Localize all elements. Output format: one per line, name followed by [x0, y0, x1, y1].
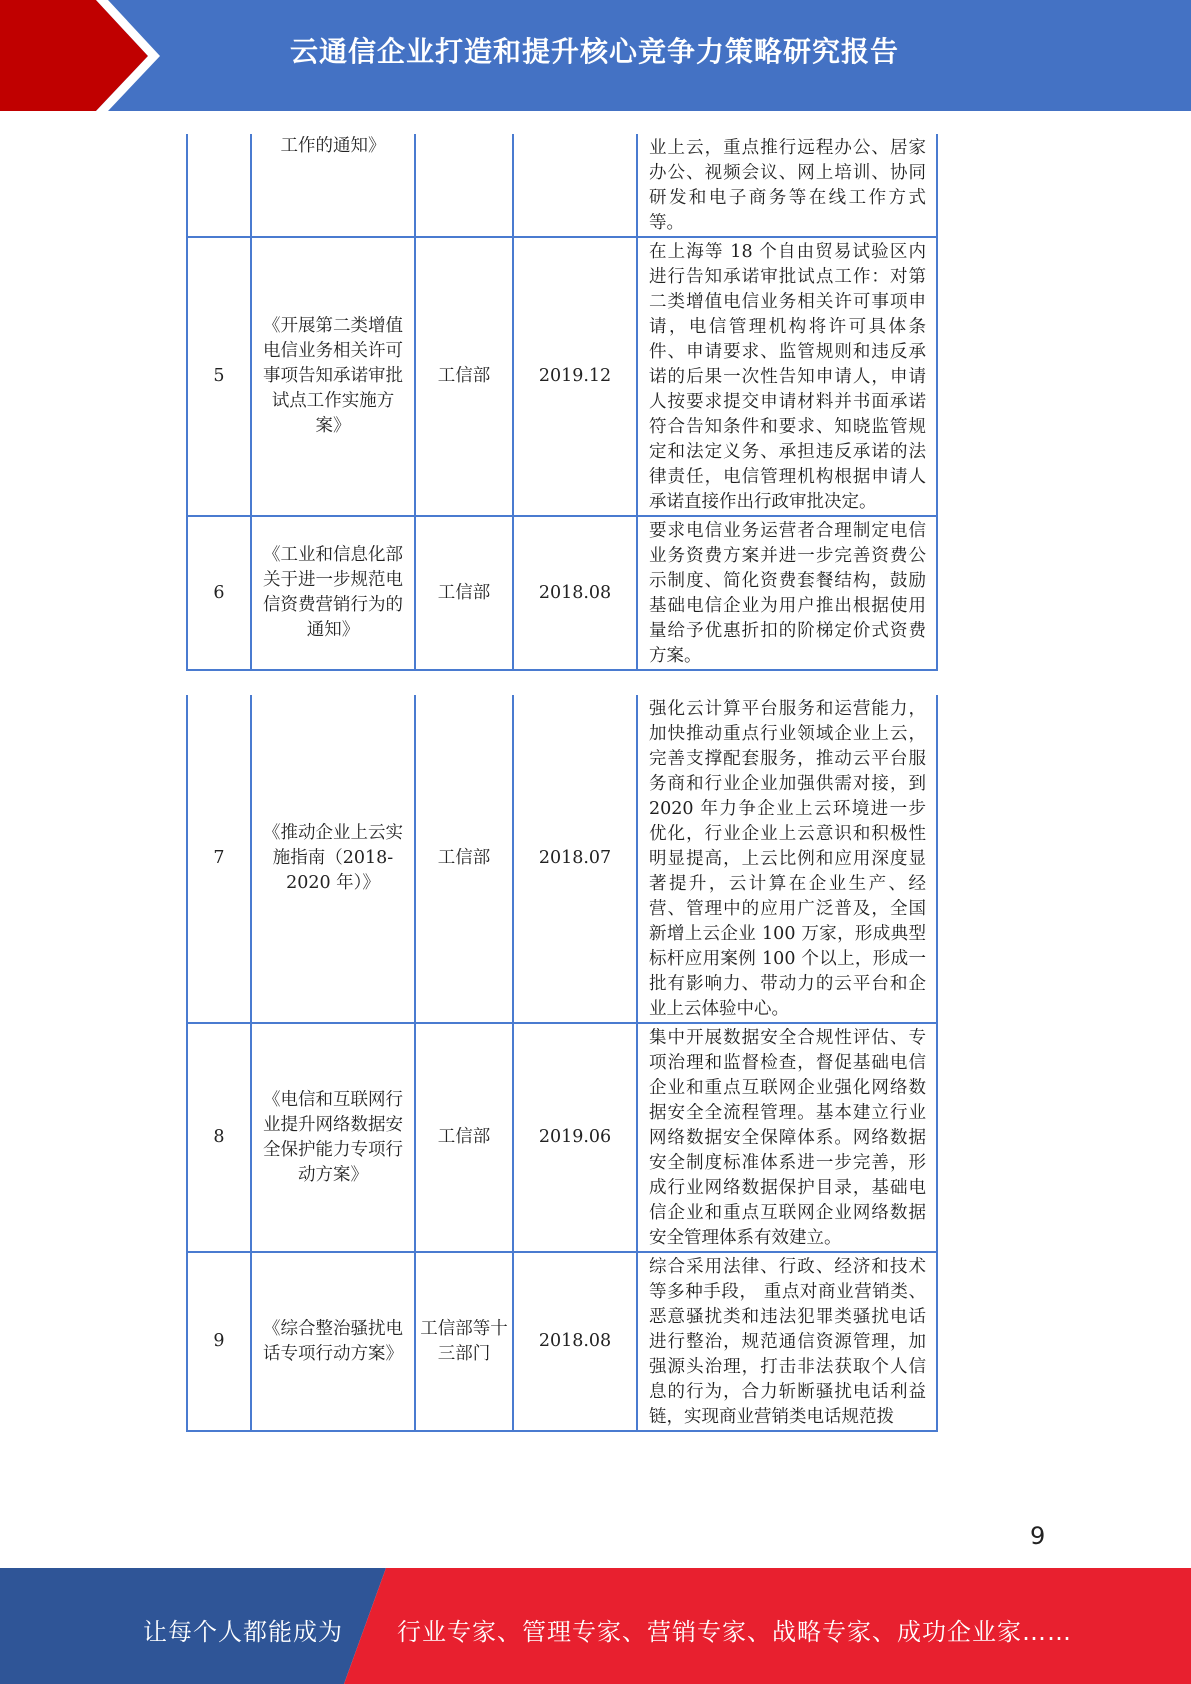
policy-description: 在上海等 18 个自由贸易试验区内进行告知承诺审批试点工作：对第二类增值电信业务相关许可事项申请，电信管理机构将许可具体条件、申请要求、监管规则和违反承诺的后果一次性告知申请人，申请人按要求提交申请材料并书面承诺符合告知条件和要求、知晓监管规定和法定义务、承担违反承诺的法律责任，电信管理机构根据申请人承诺直接作出行政审批决定。 — [637, 237, 937, 516]
table-row — [187, 695, 937, 1023]
row-number: 5 — [187, 237, 251, 516]
policy-name: 《综合整治骚扰电话专项行动方案》 — [251, 1252, 415, 1431]
header-chevron-decoration — [0, 0, 160, 111]
row-number: 8 — [187, 1023, 251, 1252]
page-number: 9 — [1030, 1522, 1046, 1550]
page-header — [0, 0, 1191, 111]
issuing-department: 工信部 — [415, 1023, 513, 1252]
issue-date: 2018.08 — [513, 1252, 637, 1431]
policy-description: 综合采用法律、行政、经济和技术等多种手段， 重点对商业营销类、恶意骚扰类和违法犯罪类骚扰电话进行整治，规范通信资源管理，加强源头治理，打击非法获取个人信息的行为，合力斩断骚扰电话利益链，实现商业营销类电话规范拨 — [637, 1252, 937, 1431]
issue-date: 2018.07 — [513, 695, 637, 1023]
page-footer — [0, 1568, 1191, 1684]
issuing-department: 工信部等十三部门 — [415, 1252, 513, 1431]
row-number: 6 — [187, 516, 251, 670]
row-number: 9 — [187, 1252, 251, 1431]
policy-name: 《推动企业上云实施指南（2018-2020 年）》 — [251, 695, 415, 1023]
table-row — [187, 237, 937, 516]
footer-slogan-left: 让每个人都能成为 — [143, 1618, 343, 1646]
policy-table-part-2 — [186, 695, 938, 1432]
table-row — [187, 1252, 937, 1431]
row-number — [187, 134, 251, 237]
issuing-department — [415, 134, 513, 237]
issuing-department: 工信部 — [415, 695, 513, 1023]
policy-description: 集中开展数据安全合规性评估、专项治理和监督检查，督促基础电信企业和重点互联网企业强化网络数据安全全流程管理。基本建立行业网络数据安全保障体系。网络数据安全制度标准体系进一步完善，形成行业网络数据保护目录，基础电信企业和重点互联网企业网络数据安全管理体系有效建立。 — [637, 1023, 937, 1252]
table-row — [187, 516, 937, 670]
issuing-department: 工信部 — [415, 516, 513, 670]
policy-description: 要求电信业务运营者合理制定电信业务资费方案并进一步完善资费公示制度、简化资费套餐结构，鼓励基础电信企业为用户推出根据使用量给予优惠折扣的阶梯定价式资费方案。 — [637, 516, 937, 670]
issue-date: 2018.08 — [513, 516, 637, 670]
footer-slogan-right: 行业专家、管理专家、营销专家、战略专家、成功企业家…… — [397, 1618, 1072, 1646]
issuing-department: 工信部 — [415, 237, 513, 516]
policy-name: 《工业和信息化部关于进一步规范电信资费营销行为的通知》 — [251, 516, 415, 670]
issue-date: 2019.06 — [513, 1023, 637, 1252]
policy-description: 强化云计算平台服务和运营能力，加快推动重点行业领域企业上云，完善支撑配套服务，推动云平台服务商和行业企业加强供需对接，到 2020 年力争企业上云环境进一步优化，行业企业上云意识和积极性明显提高，上云比例和应用深度显著提升，云计算在企业生产、经营、管理中的应用广泛普及，全国新增上云企业 100 万家，形成典型标杆应用案例 100 个以上，形成一批有影响力、带动力的云平台和企业上云体验中心。 — [637, 695, 937, 1023]
issue-date: 2019.12 — [513, 237, 637, 516]
policy-name: 《开展第二类增值电信业务相关许可事项告知承诺审批试点工作实施方案》 — [251, 237, 415, 516]
policy-name: 工作的通知》 — [251, 134, 415, 237]
row-number: 7 — [187, 695, 251, 1023]
policy-description: 业上云，重点推行远程办公、居家办公、视频会议、网上培训、协同研发和电子商务等在线工作方式等。 — [637, 134, 937, 237]
issue-date — [513, 134, 637, 237]
table-row — [187, 134, 937, 237]
policy-name: 《电信和互联网行业提升网络数据安全保护能力专项行动方案》 — [251, 1023, 415, 1252]
policy-table-part-1 — [186, 134, 938, 671]
table-row — [187, 1023, 937, 1252]
report-title: 云通信企业打造和提升核心竞争力策略研究报告 — [290, 35, 900, 68]
